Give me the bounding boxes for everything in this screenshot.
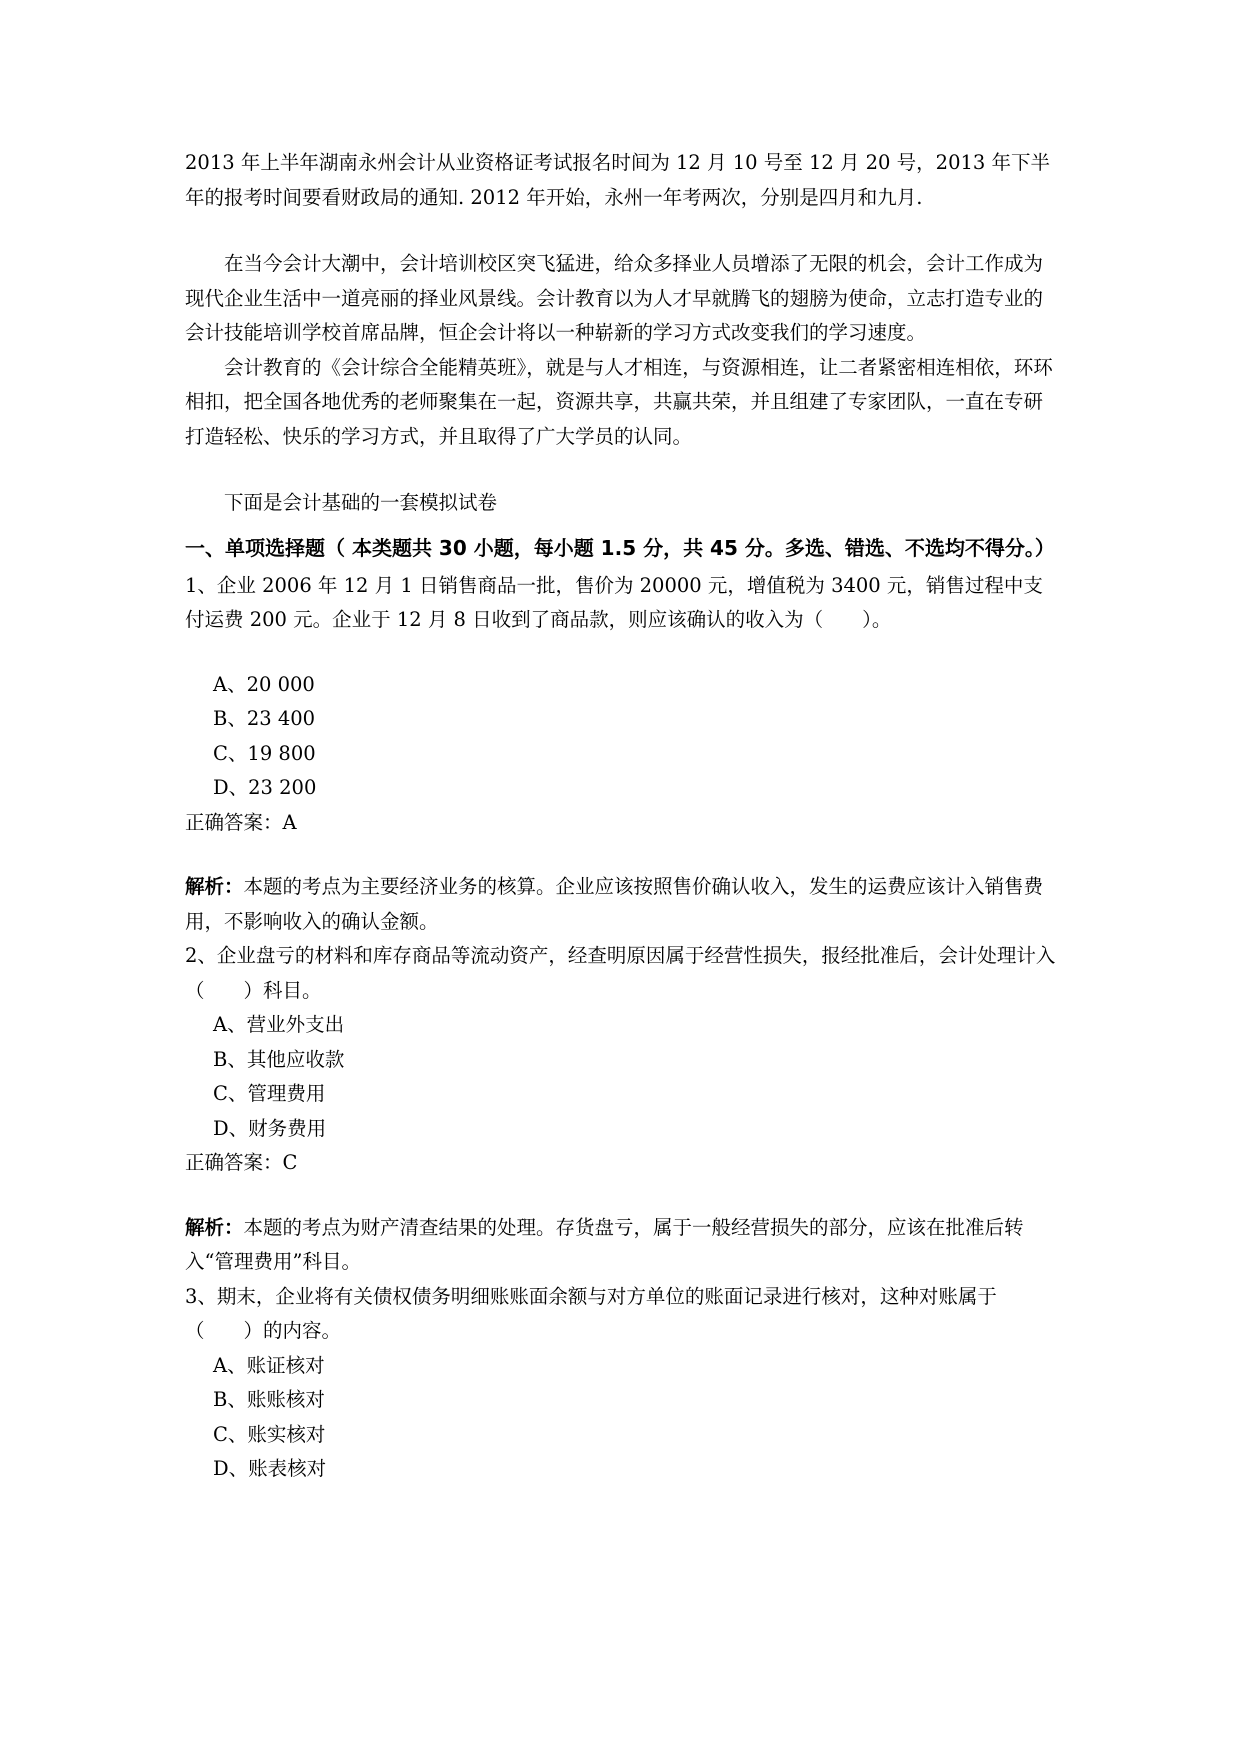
option-a: A、20 000 [213, 672, 315, 696]
option-a: A、营业外支出 [213, 1013, 345, 1036]
question-2 [185, 939, 1060, 1280]
analysis [185, 1211, 1060, 1280]
promo-paragraph-2: 会计教育的《会计综合全能精英班》，就是与人才相连，与资源相连，让二者紧密相连相依，环环相扣，把全国各地优秀的老师聚集在一起，资源共享，共赢共荣，并且组建了专家团队，一直在专研打造轻松、快乐的学习方式，并且取得了广大学员的认同。 [185, 355, 1053, 448]
question-3 [185, 1280, 1060, 1487]
option-d: D、财务费用 [213, 1116, 327, 1140]
analysis-label: 解析： [185, 875, 244, 898]
section-title: 一、单项选择题（ 本类题共 30 小题，每小题 1.5 分，共 45 分。多选、错选、不选均不得分。） [185, 535, 1055, 560]
correct-answer: 正确答案：A [185, 810, 297, 834]
option-a: A、账证核对 [213, 1353, 325, 1377]
option-d: D、账表核对 [213, 1457, 327, 1480]
document-page [185, 146, 1060, 1487]
question-stem: 3、期末，企业将有关债权债务明细账账面余额与对方单位的账面记录进行核对，这种对账属于（ ）的内容。 [185, 1284, 997, 1342]
option-c: C、19 800 [213, 741, 316, 765]
question-stem: 2、企业盘亏的材料和库存商品等流动资产，经查明原因属于经营性损失，报经批准后，会计处理计入（ ）科目。 [185, 944, 1056, 1002]
correct-answer: 正确答案：C [185, 1151, 298, 1174]
option-list [185, 1349, 1060, 1487]
lead-text: 下面是会计基础的一套模拟试卷 [224, 491, 498, 514]
option-b: B、账账核对 [213, 1388, 325, 1411]
analysis-text: 本题的考点为财产清查结果的处理。存货盘亏，属于一般经营损失的部分，应该在批准后转入“管理费用”科目。 [185, 1215, 1024, 1273]
option-d: D、23 200 [213, 776, 317, 799]
analysis [185, 870, 1060, 939]
promo-paragraph-1: 在当今会计大潮中，会计培训校区突飞猛进，给众多择业人员增添了无限的机会，会计工作成为现代企业生活中一道亮丽的择业风景线。会计教育以为人才早就腾飞的翅膀为使命，立志打造专业的会计技能培训学校首席品牌，恒企会计将以一种崭新的学习方式改变我们的学习速度。 [185, 252, 1044, 344]
analysis-label: 解析： [185, 1215, 244, 1239]
option-list [185, 668, 1060, 806]
option-c: C、账实核对 [213, 1422, 326, 1446]
option-c: C、管理费用 [213, 1082, 326, 1105]
analysis-text: 本题的考点为主要经济业务的核算。企业应该按照售价确认收入，发生的运费应该计入销售费用，不影响收入的确认金额。 [185, 875, 1044, 933]
intro-paragraph: 2013 年上半年湖南永州会计从业资格证考试报名时间为 12 月 10 号至 12 月 20 号，2013 年下半年的报考时间要看财政局的通知. 2012 年开始，永州一年考两次，分别是四月和九月. [185, 151, 1050, 209]
question-1 [185, 569, 1060, 940]
option-b: B、23 400 [213, 707, 316, 730]
option-b: B、其他应收款 [213, 1047, 345, 1071]
question-stem: 1、企业 2006 年 12 月 1 日销售商品一批，售价为 20000 元，增值税为 3400 元，销售过程中支付运费 200 元。企业于 12 月 8 日收到了商品款，则应该确认的收入为（ ）。 [185, 573, 1043, 631]
option-list [185, 1008, 1060, 1146]
